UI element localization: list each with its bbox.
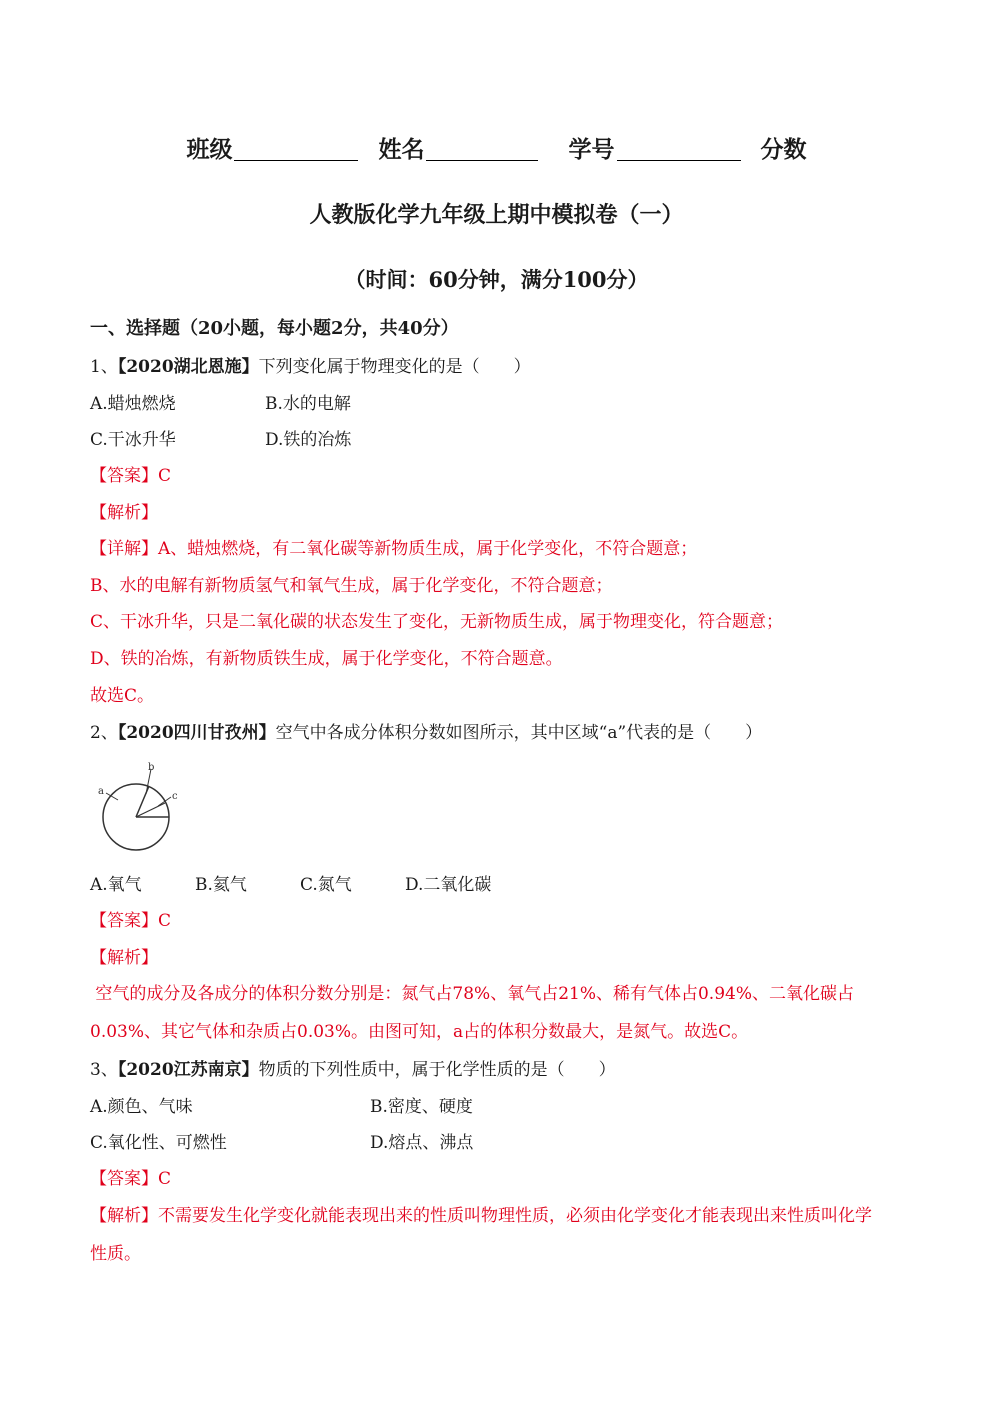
score-label: 分数: [760, 136, 807, 163]
question-2-source: 【2020四川甘孜州】: [117, 723, 276, 743]
question-3-option-a: A.颜色、气味: [90, 1097, 193, 1117]
question-1-detail-a: 【详解】A、蜡烛燃烧，有二氧化碳等新物质生成，属于化学变化，不符合题意；: [90, 539, 698, 559]
exam-subtitle: （时间：60分钟，满分100分）: [344, 267, 649, 292]
question-2-answer: 【答案】C: [90, 911, 172, 931]
name-label: 姓名: [378, 136, 425, 163]
id-label: 学号: [568, 136, 615, 163]
question-1-analysis-label: 【解析】: [90, 503, 158, 523]
class-blank[interactable]: [234, 135, 358, 161]
question-1-conclusion: 故选C。: [90, 686, 155, 706]
question-3-option-b: B.密度、硬度: [370, 1097, 473, 1117]
question-1-stem: [90, 356, 531, 378]
air-composition-pie-diagram: [92, 760, 187, 855]
question-1-text: 下列变化属于物理变化的是（ ）: [258, 357, 531, 377]
question-1-source: 【2020湖北恩施】: [117, 357, 259, 377]
question-3-source: 【2020江苏南京】: [117, 1060, 259, 1080]
question-1-detail-d: D、铁的冶炼，有新物质铁生成，属于化学变化，不符合题意。: [90, 649, 563, 669]
question-1-option-d: D.铁的冶炼: [265, 430, 352, 450]
question-2-analysis-line-2: 0.03%、其它气体和杂质占0.03%。由图可知，a占的体积分数最大，是氮气。故选C。: [90, 1022, 749, 1042]
question-2-stem: [90, 722, 762, 744]
question-2-number: 2、: [90, 723, 118, 743]
question-3-analysis-line-1: 【解析】不需要发生化学变化就能表现出来的性质叫物理性质，必须由化学变化才能表现出来性质叫化学: [90, 1206, 872, 1226]
question-1-detail-b: B、水的电解有新物质氢气和氧气生成，属于化学变化，不符合题意；: [90, 576, 613, 596]
student-info-line: [0, 131, 993, 164]
question-3-analysis-line-2: 性质。: [90, 1244, 141, 1264]
question-2-option-a: A.氧气: [90, 875, 142, 895]
question-1-option-b: B.水的电解: [265, 394, 351, 414]
question-1-answer: 【答案】C: [90, 466, 172, 486]
question-1-option-c: C.干冰升华: [90, 430, 176, 450]
question-1-option-a: A.蜡烛燃烧: [90, 394, 176, 414]
question-3-option-d: D.熔点、沸点: [370, 1133, 474, 1153]
question-2-analysis-label: 【解析】: [90, 948, 158, 968]
label-a: a: [98, 786, 104, 797]
question-2-text: 空气中各成分体积分数如图所示，其中区域“a”代表的是（ ）: [275, 723, 763, 743]
question-3-answer: 【答案】C: [90, 1169, 172, 1189]
section-heading: 一、选择题（20小题，每小题2分，共40分）: [90, 318, 459, 339]
leader-line-c: [158, 797, 171, 806]
question-2-option-d: D.二氧化碳: [405, 875, 492, 895]
label-b: b: [148, 762, 155, 773]
question-1-number: 1、: [90, 357, 118, 377]
class-label: 班级: [186, 136, 233, 163]
question-2-option-b: B.氦气: [195, 875, 247, 895]
question-2-analysis-line-1: 空气的成分及各成分的体积分数分别是：氮气占78%、氧气占21%、稀有气体占0.94%、二氧化碳占: [90, 984, 854, 1004]
question-3-option-c: C.氧化性、可燃性: [90, 1133, 227, 1153]
exam-title: 人教版化学九年级上期中模拟卷（一）: [309, 202, 684, 228]
question-3-text: 物质的下列性质中，属于化学性质的是（ ）: [258, 1060, 616, 1080]
name-blank[interactable]: [426, 135, 538, 161]
question-3-stem: [90, 1059, 616, 1081]
question-2-option-c: C.氮气: [300, 875, 352, 895]
question-1-detail-c: C、干冰升华，只是二氧化碳的状态发生了变化，无新物质生成，属于物理变化，符合题意；: [90, 612, 784, 632]
label-c: c: [172, 791, 178, 802]
id-blank[interactable]: [617, 135, 741, 161]
question-3-number: 3、: [90, 1060, 118, 1080]
